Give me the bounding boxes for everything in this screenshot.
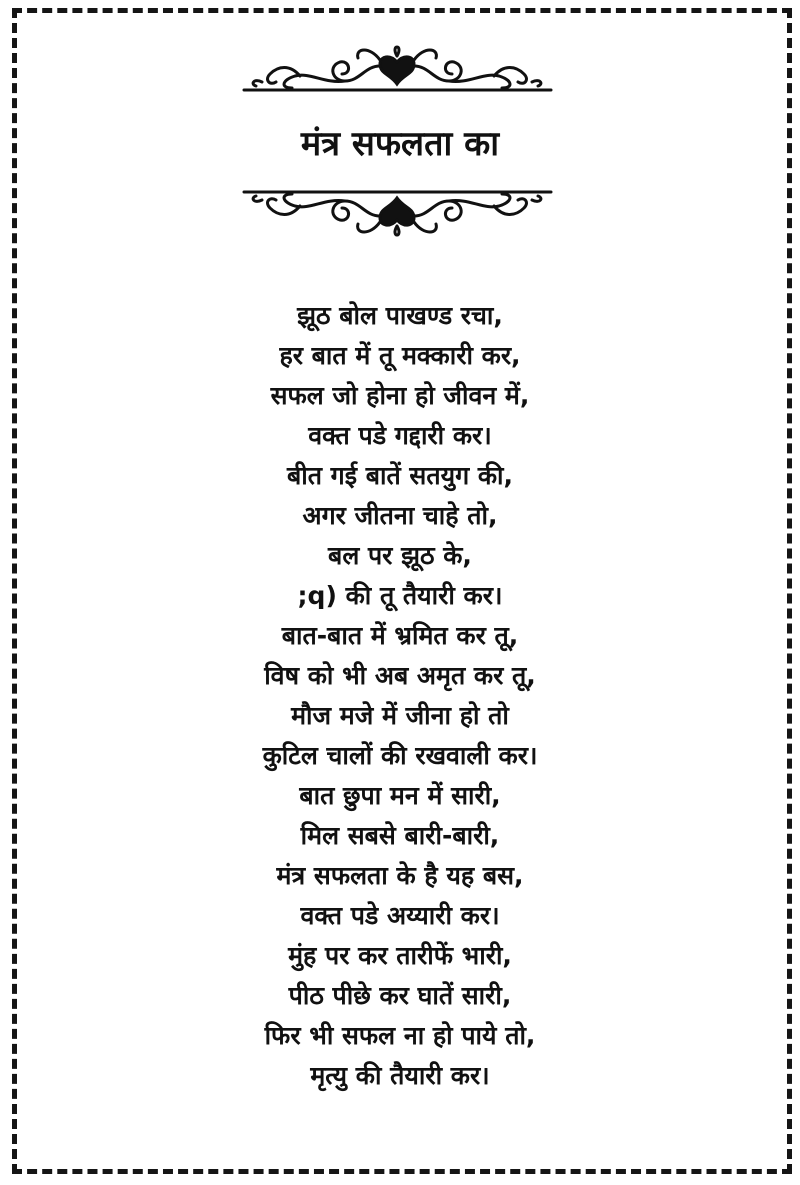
poem-line: झूठ बोल पाखण्ड रचा,: [297, 301, 503, 330]
poem-line: मौज मजे में जीना हो तो: [291, 701, 509, 730]
poem-line: विष को भी अब अमृत कर तू,: [264, 661, 536, 690]
poem-line: ;q) की तू तैयारी कर।: [297, 581, 503, 610]
poem-line: अगर जीतना चाहे तो,: [302, 501, 498, 530]
poem-line: बात छुपा मन में सारी,: [299, 781, 501, 810]
poem-line: बीत गई बातें सतयुग की,: [286, 461, 514, 490]
poem-line: मंत्र सफलता के है यह बस,: [276, 861, 524, 890]
poem-line: वक्त पडे गद्दारी कर।: [308, 421, 492, 450]
poem-line: हर बात में तू मक्कारी कर,: [279, 341, 521, 370]
poem-line: बात-बात में भ्रमित कर तू,: [281, 621, 519, 650]
poem-line: वक्त पडे अय्यारी कर।: [300, 901, 500, 930]
poem-line: सफल जो होना हो जीवन में,: [270, 381, 530, 410]
poem-title: मंत्र सफलता का: [300, 124, 500, 164]
poem-line: मुंह पर कर तारीफें भारी,: [288, 941, 512, 970]
poem-line: पीठ पीछे कर घातें सारी,: [288, 981, 512, 1010]
ornamental-divider-top-icon: [240, 36, 555, 96]
poem-body: [0, 296, 800, 1096]
poem-line: फिर भी सफल ना हो पाये तो,: [264, 1021, 536, 1050]
ornamental-divider-bottom-icon: [240, 184, 555, 244]
poem-line: मृत्यु की तैयारी कर।: [310, 1061, 490, 1090]
poem-line: बल पर झूठ के,: [328, 541, 472, 570]
poem-line: मिल सबसे बारी-बारी,: [300, 821, 500, 850]
poem-line: कुटिल चालों की रखवाली कर।: [262, 741, 538, 770]
